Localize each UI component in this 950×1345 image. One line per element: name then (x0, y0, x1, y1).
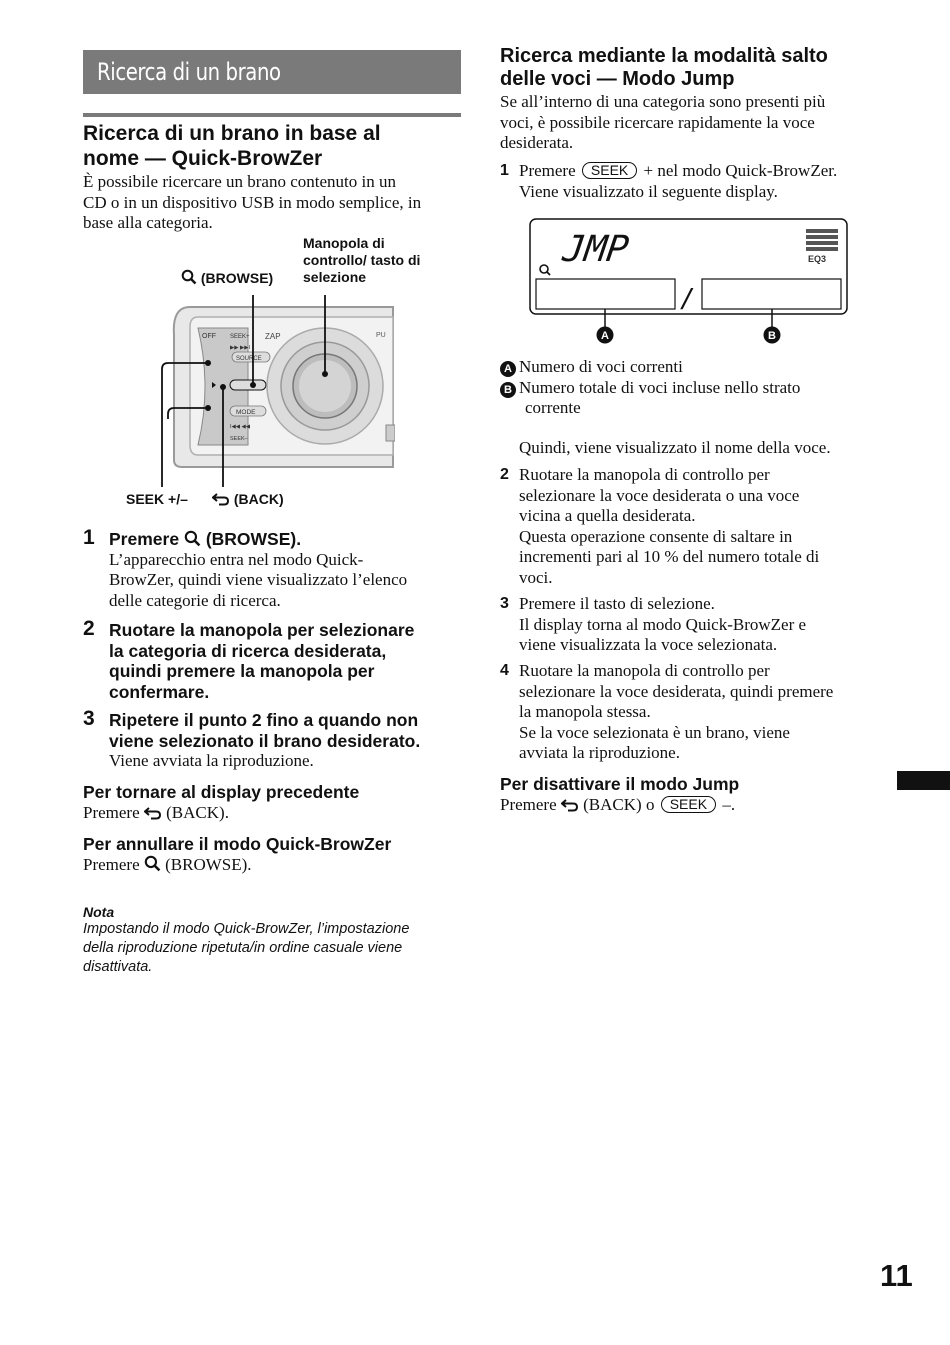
back-arrow-icon (212, 492, 230, 506)
note: Nota Impostando il modo Quick-BrowZer, l’impostazione della riproduzione ripetuta/in ordine casuale viene disattivata. (83, 904, 410, 975)
back-arrow-icon (144, 806, 162, 820)
back-instructions: Per tornare al display precedente Premere (BACK). (83, 782, 360, 822)
jump-heading: Ricerca mediante la modalità salto delle voci — Modo Jump (500, 45, 828, 90)
seek-minus-label: SEEK– (230, 436, 248, 442)
off-button-label: OFF (202, 333, 216, 340)
jump-step-1-number: 1 (500, 162, 509, 179)
jump-display-illustration (528, 215, 852, 350)
callout-b: B (768, 330, 776, 342)
back-arrow-icon (561, 798, 579, 812)
legend-a-marker: A (500, 361, 516, 377)
jump-step-2-number: 2 (500, 466, 509, 483)
seek-plus-label: SEEK+ (230, 334, 250, 340)
legend-b-marker: B (500, 382, 516, 398)
zap-label: ZAP (265, 332, 281, 341)
step-1-number: 1 (83, 526, 95, 549)
seek-key: SEEK (661, 796, 716, 813)
eq-label: EQ3 (808, 254, 827, 264)
jump-step-1: Premere SEEK + nel modo Quick-BrowZer. Viene visualizzato il seguente display. (519, 161, 838, 201)
step-1: Premere (BROWSE). L’apparecchio entra nel modo Quick- BrowZer, quindi viene visualizzato l’elenco delle categorie di ricerca. (109, 529, 469, 611)
cancel-instructions: Per annullare il modo Quick-BrowZer Premere (BROWSE). (83, 834, 392, 874)
search-icon (184, 530, 201, 547)
current-count-field (536, 279, 675, 309)
then-text: Quindi, viene visualizzato il nome della voce. (519, 438, 831, 457)
jump-step-3-number: 3 (500, 595, 509, 612)
jump-step-3: Premere il tasto di selezione. Il display torna al modo Quick-BrowZer e viene visualizzata la voce selezionata. (519, 594, 807, 654)
step-2-number: 2 (83, 617, 95, 640)
step-1-title: Premere (BROWSE). (109, 529, 302, 549)
quickbrowzer-heading: Ricerca di un brano in base al nome — Quick-BrowZer (83, 122, 381, 170)
section-tab-marker (897, 771, 950, 790)
jump-off-instructions: Per disattivare il modo Jump Premere (BACK) o SEEK –. (500, 774, 740, 814)
jump-step-4-number: 4 (500, 662, 509, 679)
jump-text: JMP (560, 227, 632, 270)
page-number: 11 (880, 1258, 913, 1293)
play-label: ▶▶ ▶▶I (230, 345, 250, 351)
section-title: Ricerca di un brano (83, 50, 461, 94)
jump-step-2: Ruotare la manopola di controllo per selezionare la voce desiderata o una voce vicina a quella desiderata. Questa operazione consente di saltare in incrementi pari al 10 % del numero totale di voci. (519, 465, 820, 587)
jump-intro: Se all’interno di una categoria sono presenti più voci, è possibile ricercare rapidamente la voce desiderata. (500, 92, 826, 152)
pu-label: PU (376, 332, 386, 339)
browse-label: (BROWSE) (181, 269, 273, 287)
seek-label: SEEK +/– (126, 491, 188, 507)
callout-a: A (601, 330, 609, 342)
divider (83, 113, 461, 117)
source-label: SOURCE (236, 356, 262, 362)
total-count-field (702, 279, 841, 309)
quickbrowzer-intro: È possibile ricercare un brano contenuto in un CD o in un dispositivo USB in modo semplice, in base alla categoria. (83, 172, 422, 232)
display-legend: A Numero di voci correnti B Numero totale di voci incluse nello strato corrente (500, 357, 900, 419)
seek-key: SEEK (582, 162, 637, 179)
search-icon (181, 269, 197, 285)
step-2: Ruotare la manopola per selezionare la categoria di ricerca desiderata, quindi premere la manopola per confermare. (109, 620, 415, 702)
head-unit-panel-illustration (150, 295, 395, 495)
rew-label: I◀◀ ◀◀ (230, 424, 250, 430)
jump-step-4: Ruotare la manopola di controllo per selezionare la voce desiderata, quindi premere la manopola stessa. Se la voce selezionata è un brano, viene avviata la riproduzione. (519, 661, 834, 762)
knob-label: Manopola di controllo/ tasto di selezione (303, 235, 421, 285)
slash: / (680, 284, 696, 314)
mode-label: MODE (236, 409, 256, 416)
search-icon (144, 855, 161, 872)
step-3-number: 3 (83, 707, 95, 730)
back-label: (BACK) (212, 491, 284, 508)
step-3: Ripetere il punto 2 fino a quando non viene selezionato il brano desiderato. Viene avviata la riproduzione. (109, 710, 421, 770)
